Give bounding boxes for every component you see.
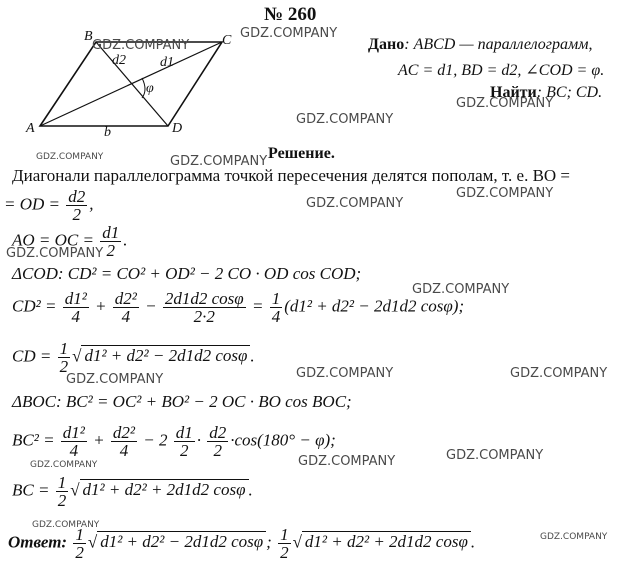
bc-squared-equation: BC² = $\frac{\text{d1²}}{4}$ + $\frac{\text{d2²}}{4}$ − 2 $\frac{d1}{2}$ · $\frac{d2}{2}$ ·cos(180° − φ); xyxy=(12,423,336,460)
fraction-d1-over-2: $\frac{d1}{2}$ xyxy=(102,223,120,260)
watermark: GDZ.COMPANY xyxy=(540,532,608,542)
vertex-label-c: C xyxy=(222,33,232,48)
label-d2: d2 xyxy=(112,53,126,68)
watermark: GDZ.COMPANY xyxy=(30,460,98,470)
watermark: GDZ.COMPANY xyxy=(446,448,544,463)
vertex-label-a: A xyxy=(26,121,35,136)
watermark: GDZ.COMPANY xyxy=(6,246,104,261)
watermark: GDZ.COMPANY xyxy=(298,454,396,469)
watermark: GDZ.COMPANY xyxy=(170,154,268,169)
answer-line: Ответ: $\frac{1}{2}$ √ d1² + d2² − 2d1d2 cosφ ; $\frac{1}{2}$ √ d1² + d2² + 2d1d2 cosφ . xyxy=(8,525,476,562)
angle-arc xyxy=(142,78,145,98)
ao-oc-equation: AO = OC = $\frac{d1}{2}$ . xyxy=(12,223,128,260)
find-label: Найти xyxy=(490,84,537,101)
given-line-1: Дано: ABCD — параллелограмм, xyxy=(368,36,593,53)
answer-label: Ответ: xyxy=(8,532,68,552)
watermark: GDZ.COMPANY xyxy=(306,196,404,211)
given-label: Дано xyxy=(368,36,405,53)
label-phi: φ xyxy=(146,81,154,96)
vertex-label-d: D xyxy=(172,121,183,136)
solution-text-1: Диагонали параллелограмма точкой пересечения делятся пополам, т. е. BO = xyxy=(12,166,571,185)
problem-number: № 260 xyxy=(264,4,317,25)
watermark: GDZ.COMPANY xyxy=(296,112,394,127)
watermark: GDZ.COMPANY xyxy=(412,282,510,297)
watermark: GDZ.COMPANY xyxy=(36,152,104,162)
cod-cosine-law: ΔCOD: CD² = CO² + OD² − 2 CO · OD cos COD; xyxy=(12,264,362,283)
bo-od-equation: = OD = $\frac{d2}{2}$ , xyxy=(4,187,94,224)
watermark: GDZ.COMPANY xyxy=(456,96,554,111)
boc-cosine-law: ΔBOC: BC² = OC² + BO² − 2 OC · BO cos BOC; xyxy=(12,392,352,411)
given-line-2: AC = d1, BD = d2, ∠COD = φ. xyxy=(398,62,605,79)
watermark: GDZ.COMPANY xyxy=(510,366,608,381)
watermark: GDZ.COMPANY xyxy=(240,26,338,41)
watermark: GDZ.COMPANY xyxy=(66,372,164,387)
watermark: GDZ.COMPANY xyxy=(456,186,554,201)
diagonal-bd xyxy=(96,42,168,126)
watermark: GDZ.COMPANY xyxy=(296,366,394,381)
watermark: GDZ.COMPANY xyxy=(32,520,100,530)
label-b: b xyxy=(104,125,111,140)
solution-heading: Решение. xyxy=(268,145,335,162)
label-d1: d1 xyxy=(160,55,174,70)
watermark: GDZ.COMPANY xyxy=(92,38,190,53)
cd-squared-equation: CD² = $\frac{\text{d1²}}{4}$ + $\frac{\text{d2²}}{4}$ − $\frac{2d1d2 \cos\varphi}{2\cdot 2}$ = $\frac{1}{4}$ (d1² + d2² − 2d1d2 cosφ); xyxy=(12,289,465,326)
vertex-label-b: B xyxy=(84,29,93,44)
bc-equation: BC = $\frac{1}{2}$ √ d1² + d2² + 2d1d2 cosφ . xyxy=(12,473,253,510)
cd-equation: CD = $\frac{1}{2}$ √ d1² + d2² − 2d1d2 cosφ . xyxy=(12,339,255,376)
find-line: Найти: BC; CD. xyxy=(490,84,603,101)
fraction-d2-over-2: $\frac{d2}{2}$ xyxy=(68,187,86,224)
